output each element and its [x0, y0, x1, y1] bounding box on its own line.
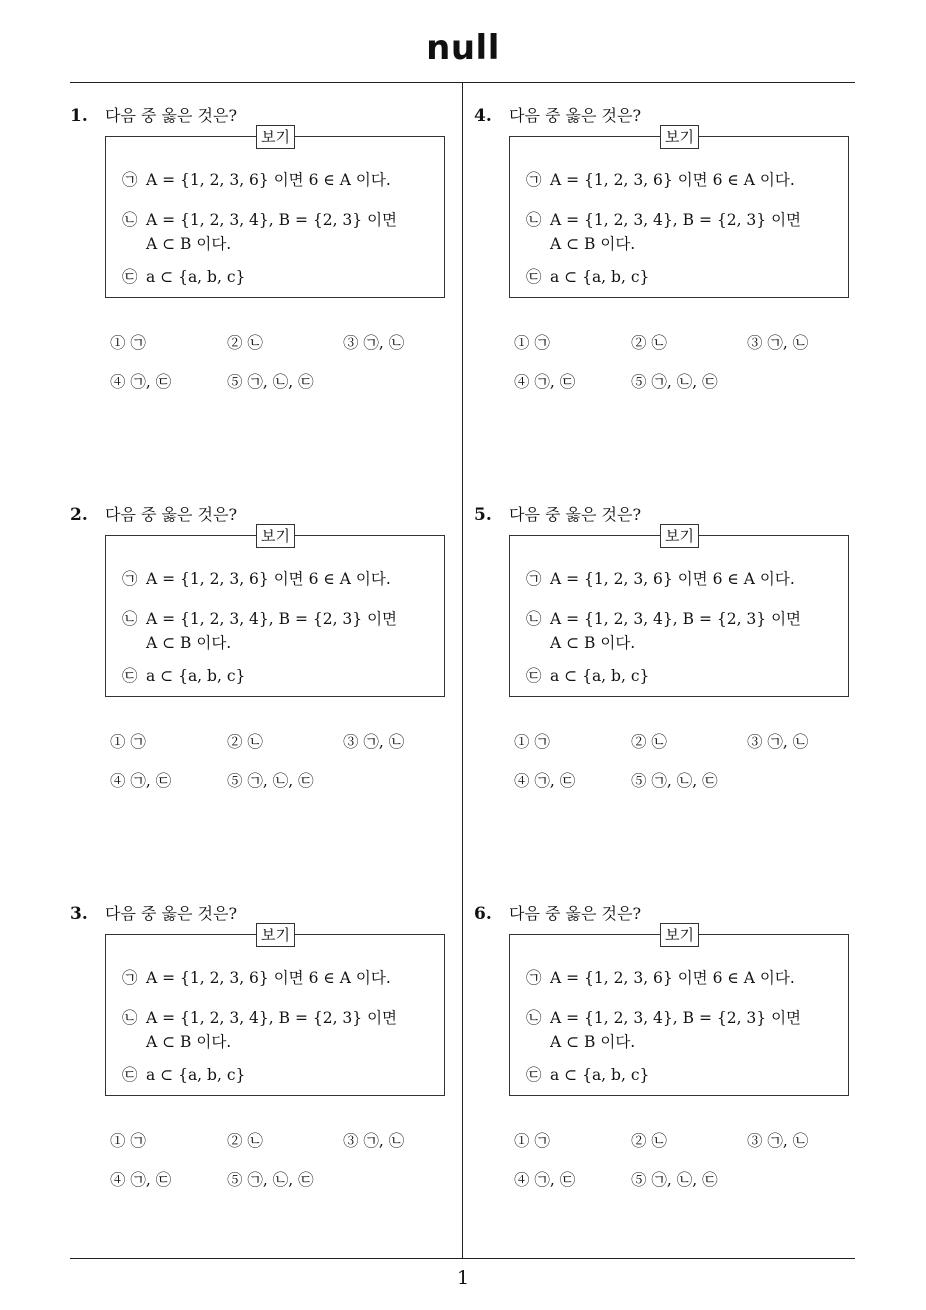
bogi-box — [105, 926, 445, 1096]
statement-marker: ㉢ — [122, 667, 138, 685]
statement-marker: ㉡ — [122, 211, 138, 229]
answer-option-2[interactable]: ② ㉡ — [631, 733, 667, 751]
statement-nieun — [122, 208, 398, 253]
statement-giyeok — [526, 168, 795, 190]
answer-option-1[interactable]: ① ㉠ — [514, 334, 550, 352]
answer-option-3[interactable]: ③ ㉠, ㉡ — [747, 334, 809, 352]
statement-text: A = {1, 2, 3, 6} 이면 6 ∈ A 이다. — [550, 570, 795, 588]
answer-option-1[interactable]: ① ㉠ — [514, 733, 550, 751]
statement-text: A = {1, 2, 3, 4}, B = {2, 3} 이면 — [550, 610, 802, 628]
statement-text: a ⊂ {a, b, c} — [550, 1066, 650, 1084]
statement-marker: ㉡ — [526, 211, 542, 229]
statement-text: A = {1, 2, 3, 4}, B = {2, 3} 이면 — [146, 211, 398, 229]
statement-continuation: A ⊂ B 이다. — [146, 1033, 232, 1051]
problem-1 — [70, 103, 450, 413]
bogi-box — [509, 527, 849, 697]
answer-option-5[interactable]: ⑤ ㉠, ㉡, ㉢ — [227, 373, 314, 391]
question-text: 다음 중 옳은 것은? — [105, 505, 238, 524]
question-text: 다음 중 옳은 것은? — [105, 904, 238, 923]
page-number: 1 — [456, 1267, 470, 1289]
statement-marker: ㉢ — [526, 667, 542, 685]
answer-option-5[interactable]: ⑤ ㉠, ㉡, ㉢ — [631, 772, 718, 790]
answer-option-3[interactable]: ③ ㉠, ㉡ — [747, 1132, 809, 1150]
statement-marker: ㉠ — [526, 171, 542, 189]
statement-text: A = {1, 2, 3, 4}, B = {2, 3} 이면 — [550, 211, 802, 229]
answer-option-4[interactable]: ④ ㉠, ㉢ — [514, 373, 576, 391]
answer-option-4[interactable]: ④ ㉠, ㉢ — [110, 1171, 172, 1189]
question-number: 5. — [474, 505, 492, 525]
question-heading — [70, 901, 237, 924]
answer-option-3[interactable]: ③ ㉠, ㉡ — [747, 733, 809, 751]
answer-option-2[interactable]: ② ㉡ — [227, 1132, 263, 1150]
question-text: 다음 중 옳은 것은? — [509, 904, 642, 923]
statement-text: a ⊂ {a, b, c} — [146, 667, 246, 685]
problem-4 — [474, 103, 854, 413]
bogi-label: 보기 — [660, 524, 699, 548]
statement-text: A = {1, 2, 3, 4}, B = {2, 3} 이면 — [146, 610, 398, 628]
column-divider — [462, 83, 463, 1258]
question-number: 4. — [474, 106, 492, 126]
answer-option-2[interactable]: ② ㉡ — [227, 733, 263, 751]
problem-2 — [70, 502, 450, 812]
statement-giyeok — [122, 168, 391, 190]
bogi-label: 보기 — [256, 524, 295, 548]
statement-text: A = {1, 2, 3, 4}, B = {2, 3} 이면 — [146, 1009, 398, 1027]
statement-marker: ㉡ — [122, 1009, 138, 1027]
question-text: 다음 중 옳은 것은? — [509, 106, 642, 125]
statement-text: A = {1, 2, 3, 6} 이면 6 ∈ A 이다. — [146, 570, 391, 588]
answer-option-4[interactable]: ④ ㉠, ㉢ — [110, 373, 172, 391]
answer-option-2[interactable]: ② ㉡ — [227, 334, 263, 352]
statement-digeut — [526, 664, 649, 686]
answer-option-4[interactable]: ④ ㉠, ㉢ — [514, 1171, 576, 1189]
statement-giyeok — [122, 966, 391, 988]
question-number: 6. — [474, 904, 492, 924]
problem-5 — [474, 502, 854, 812]
statement-text: A = {1, 2, 3, 6} 이면 6 ∈ A 이다. — [550, 171, 795, 189]
statement-continuation: A ⊂ B 이다. — [146, 235, 232, 253]
problem-3 — [70, 901, 450, 1211]
answer-option-1[interactable]: ① ㉠ — [110, 733, 146, 751]
footer-rule — [70, 1258, 855, 1259]
answer-option-1[interactable]: ① ㉠ — [514, 1132, 550, 1150]
question-heading — [474, 502, 641, 525]
bogi-box — [105, 527, 445, 697]
statement-text: A = {1, 2, 3, 6} 이면 6 ∈ A 이다. — [146, 171, 391, 189]
answer-option-3[interactable]: ③ ㉠, ㉡ — [343, 334, 405, 352]
answer-option-2[interactable]: ② ㉡ — [631, 334, 667, 352]
question-heading — [70, 103, 237, 126]
bogi-label: 보기 — [256, 923, 295, 947]
statement-digeut — [122, 664, 245, 686]
statement-giyeok — [526, 966, 795, 988]
statement-nieun — [526, 1006, 802, 1051]
statement-continuation: A ⊂ B 이다. — [550, 1033, 636, 1051]
statement-marker: ㉠ — [122, 570, 138, 588]
bogi-label: 보기 — [256, 125, 295, 149]
statement-marker: ㉡ — [526, 1009, 542, 1027]
problem-6 — [474, 901, 854, 1211]
question-heading — [474, 103, 641, 126]
statement-marker: ㉠ — [526, 969, 542, 987]
statement-text: a ⊂ {a, b, c} — [550, 268, 650, 286]
statement-text: A = {1, 2, 3, 4}, B = {2, 3} 이면 — [550, 1009, 802, 1027]
statement-text: a ⊂ {a, b, c} — [550, 667, 650, 685]
statement-marker: ㉠ — [526, 570, 542, 588]
statement-marker: ㉠ — [122, 969, 138, 987]
statement-nieun — [526, 208, 802, 253]
answer-option-3[interactable]: ③ ㉠, ㉡ — [343, 1132, 405, 1150]
answer-option-3[interactable]: ③ ㉠, ㉡ — [343, 733, 405, 751]
question-text: 다음 중 옳은 것은? — [105, 106, 238, 125]
question-number: 1. — [70, 106, 88, 126]
answer-option-5[interactable]: ⑤ ㉠, ㉡, ㉢ — [227, 772, 314, 790]
answer-option-5[interactable]: ⑤ ㉠, ㉡, ㉢ — [631, 373, 718, 391]
statement-marker: ㉡ — [526, 610, 542, 628]
statement-marker: ㉢ — [526, 268, 542, 286]
statement-text: a ⊂ {a, b, c} — [146, 268, 246, 286]
statement-text: A = {1, 2, 3, 6} 이면 6 ∈ A 이다. — [146, 969, 391, 987]
statement-nieun — [122, 1006, 398, 1051]
bogi-box — [509, 128, 849, 298]
bogi-label: 보기 — [660, 125, 699, 149]
statement-digeut — [122, 1063, 245, 1085]
answer-option-5[interactable]: ⑤ ㉠, ㉡, ㉢ — [631, 1171, 718, 1189]
statement-continuation: A ⊂ B 이다. — [550, 634, 636, 652]
bogi-box — [509, 926, 849, 1096]
question-number: 3. — [70, 904, 88, 924]
bogi-label: 보기 — [660, 923, 699, 947]
statement-giyeok — [526, 567, 795, 589]
answer-option-1[interactable]: ① ㉠ — [110, 1132, 146, 1150]
statement-text: a ⊂ {a, b, c} — [146, 1066, 246, 1084]
statement-digeut — [526, 265, 649, 287]
statement-nieun — [526, 607, 802, 652]
question-number: 2. — [70, 505, 88, 525]
statement-continuation: A ⊂ B 이다. — [550, 235, 636, 253]
page-title: null — [426, 28, 500, 68]
statement-digeut — [526, 1063, 649, 1085]
question-text: 다음 중 옳은 것은? — [509, 505, 642, 524]
answer-option-5[interactable]: ⑤ ㉠, ㉡, ㉢ — [227, 1171, 314, 1189]
statement-digeut — [122, 265, 245, 287]
statement-marker: ㉢ — [122, 1066, 138, 1084]
statement-text: A = {1, 2, 3, 6} 이면 6 ∈ A 이다. — [550, 969, 795, 987]
statement-marker: ㉡ — [122, 610, 138, 628]
statement-continuation: A ⊂ B 이다. — [146, 634, 232, 652]
statement-giyeok — [122, 567, 391, 589]
answer-option-2[interactable]: ② ㉡ — [631, 1132, 667, 1150]
answer-option-1[interactable]: ① ㉠ — [110, 334, 146, 352]
answer-option-4[interactable]: ④ ㉠, ㉢ — [514, 772, 576, 790]
statement-nieun — [122, 607, 398, 652]
question-heading — [474, 901, 641, 924]
statement-marker: ㉢ — [122, 268, 138, 286]
bogi-box — [105, 128, 445, 298]
answer-option-4[interactable]: ④ ㉠, ㉢ — [110, 772, 172, 790]
statement-marker: ㉢ — [526, 1066, 542, 1084]
statement-marker: ㉠ — [122, 171, 138, 189]
question-heading — [70, 502, 237, 525]
